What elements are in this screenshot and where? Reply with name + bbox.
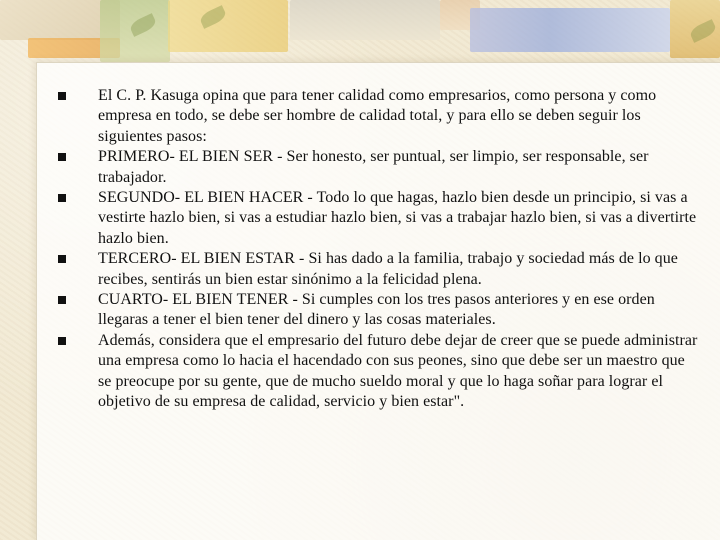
list-item bbox=[58, 86, 698, 147]
bullet-text: TERCERO- EL BIEN ESTAR - Si has dado a la familia, trabajo y sociedad más de lo que recibes, sentirás un bien estar sinónimo a la felicidad plena. bbox=[98, 250, 678, 288]
bullet-text: El C. P. Kasuga opina que para tener calidad como empresarios, como persona y como empresa en todo, se debe ser hombre de calidad total, y para ello se deben seguir los siguientes pasos: bbox=[98, 87, 657, 145]
square-bullet-icon bbox=[58, 194, 66, 202]
list-item bbox=[58, 188, 698, 249]
list-item bbox=[58, 290, 698, 331]
square-bullet-icon bbox=[58, 337, 66, 345]
square-bullet-icon bbox=[58, 255, 66, 263]
bullet-text: PRIMERO- EL BIEN SER - Ser honesto, ser puntual, ser limpio, ser responsable, ser trabajador. bbox=[98, 148, 649, 186]
list-item bbox=[58, 249, 698, 290]
square-bullet-icon bbox=[58, 296, 66, 304]
bullet-text: Además, considera que el empresario del futuro debe dejar de creer que se puede administrar una empresa como lo hacia el hacendado con sus peones, sino que debe ser un maestro que se preocupe por su gente, que de mucho sueldo moral y que lo haga soñar para lograr el objetivo de su empresa de calidad, servicio y bien estar". bbox=[98, 331, 698, 411]
list-item bbox=[58, 331, 698, 413]
list-item bbox=[58, 147, 698, 188]
banner-block bbox=[470, 8, 670, 52]
bullet-text: CUARTO- EL BIEN TENER - Si cumples con los tres pasos anteriores y en ese orden llegaras a tener el bien tener del dinero y las cosas materiales. bbox=[98, 291, 655, 329]
square-bullet-icon bbox=[58, 92, 66, 100]
banner-block bbox=[290, 0, 440, 40]
banner-block bbox=[168, 0, 288, 52]
bullet-list bbox=[58, 86, 698, 413]
square-bullet-icon bbox=[58, 153, 66, 161]
decorative-banner bbox=[0, 0, 720, 62]
bullet-text: SEGUNDO- EL BIEN HACER - Todo lo que hagas, hazlo bien desde un principio, si vas a vestirte hazlo bien, si vas a estudiar hazlo bien, si vas a trabajar hazlo bien, si vas a divertirte hazlo bien. bbox=[98, 189, 697, 247]
